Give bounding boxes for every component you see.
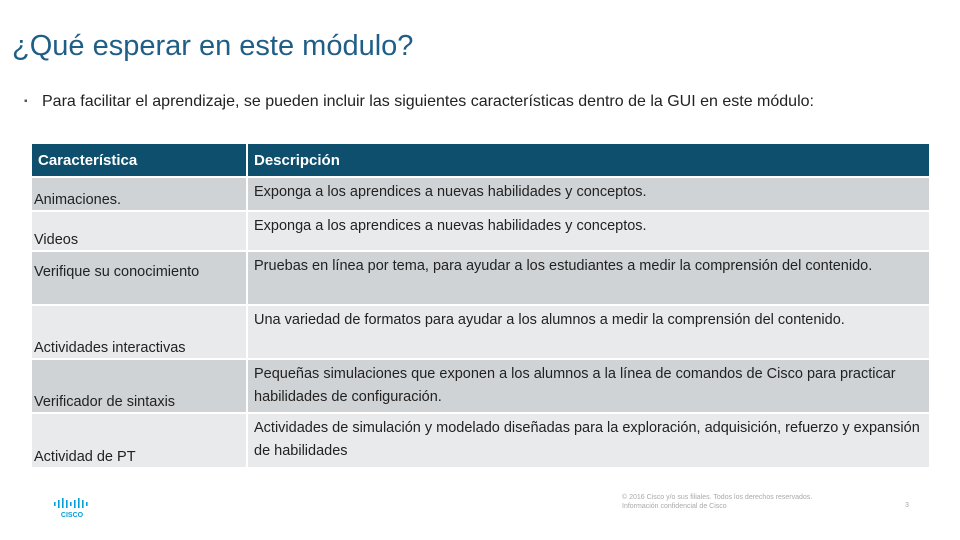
description-cell: Exponga a los aprendices a nuevas habilidades y conceptos. [247, 177, 929, 211]
feature-label: Videos [34, 232, 79, 248]
feature-cell [32, 251, 247, 305]
copyright-notice [622, 493, 812, 511]
logo-wordmark: CISCO [60, 512, 84, 519]
description-cell: Actividades de simulación y modelado diseñadas para la exploración, adquisición, refuerzo y expansión de habilidades [247, 413, 929, 467]
bullet-text: Para facilitar el aprendizaje, se pueden incluir las siguientes características dentro de la GUI en este módulo: [42, 93, 814, 110]
feature-cell [32, 413, 247, 467]
copyright-line-1: © 2016 Cisco y/o sus filiales. Todos los derechos reservados. [622, 494, 813, 501]
feature-label: Actividades interactivas [34, 340, 186, 356]
table-row [32, 305, 929, 359]
description-cell: Una variedad de formatos para ayudar a los alumnos a medir la comprensión del contenido. [247, 305, 929, 359]
feature-label: Verifique su conocimiento [34, 264, 200, 280]
description-cell: Pequeñas simulaciones que exponen a los alumnos a la línea de comandos de Cisco para practicar habilidades de configuración. [247, 359, 929, 413]
table-row [32, 251, 929, 305]
cisco-logo-icon [52, 495, 92, 519]
table-row [32, 359, 929, 413]
feature-label: Animaciones. [34, 192, 122, 208]
header-caracteristica: Característica [32, 144, 247, 177]
description-cell: Exponga a los aprendices a nuevas habilidades y conceptos. [247, 211, 929, 251]
bullet-square-icon: ▪ [24, 96, 28, 107]
feature-label: Actividad de PT [34, 449, 136, 465]
table-row [32, 211, 929, 251]
description-cell: Pruebas en línea por tema, para ayudar a los estudiantes a medir la comprensión del contenido. [247, 251, 929, 305]
feature-cell [32, 359, 247, 413]
table-row [32, 413, 929, 467]
bullet-item [24, 92, 904, 112]
slide-title: ¿Qué esperar en este módulo? [12, 30, 414, 62]
feature-cell [32, 177, 247, 211]
copyright-line-2: Información confidencial de Cisco [622, 503, 727, 510]
table-header-row [32, 144, 929, 177]
page-number: 3 [905, 502, 909, 509]
table-row [32, 177, 929, 211]
header-descripcion: Descripción [247, 144, 929, 177]
feature-cell [32, 211, 247, 251]
features-table [32, 144, 929, 467]
feature-label: Verificador de sintaxis [34, 394, 176, 410]
feature-cell [32, 305, 247, 359]
